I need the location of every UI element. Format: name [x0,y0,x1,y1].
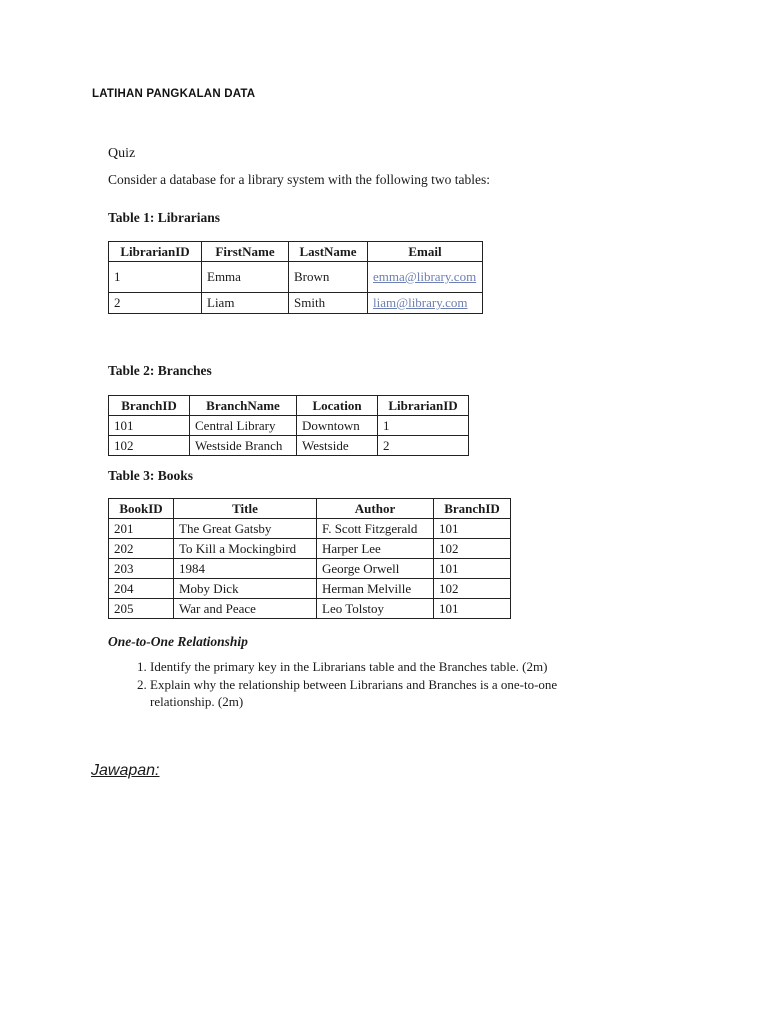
table-header-row [109,396,469,416]
table-row [109,539,511,559]
table-header-cell: LastName [289,242,368,262]
table-header-cell: BookID [109,499,174,519]
table-header-cell: BranchID [434,499,511,519]
table-row [109,436,469,456]
table-cell: 2 [109,293,202,314]
table-cell: Herman Melville [317,579,434,599]
table-header-cell: BranchName [190,396,297,416]
branches-table [108,395,469,456]
table-cell: Smith [289,293,368,314]
relationship-title: One-to-One Relationship [108,634,248,649]
table-row [109,416,469,436]
answer-label: Jawapan: [91,762,160,779]
table-row [109,293,483,314]
quiz-title: Quiz [108,146,136,161]
table-row [109,519,511,539]
question-item: 2. Explain why the relationship between Librarians and Branches is a one-to-one relationship. (2m) [150,676,620,710]
table-cell: 102 [434,539,511,559]
email-link-text[interactable]: emma@library.com [373,269,477,284]
table-cell: 204 [109,579,174,599]
table-header-cell: Author [317,499,434,519]
table-cell: Brown [289,262,368,293]
table-cell: Liam [202,293,289,314]
table1-caption: Table 1: Librarians [108,210,221,225]
quiz-intro: Consider a database for a library system with the following two tables: [108,172,491,187]
table-cell: Harper Lee [317,539,434,559]
table-cell: Emma [202,262,289,293]
table-cell: Central Library [190,416,297,436]
table-cell: The Great Gatsby [174,519,317,539]
table-cell: 102 [434,579,511,599]
table-row [109,262,483,293]
table-header-cell: Title [174,499,317,519]
quiz-block [108,146,668,199]
table3-caption: Table 3: Books [108,468,194,483]
table-header-cell: LibrarianID [378,396,469,416]
table-cell: 101 [434,559,511,579]
table-cell: Westside [297,436,378,456]
librarians-table [108,241,483,314]
table-header-cell: Email [368,242,483,262]
books-table [108,498,511,619]
table-cell: 203 [109,559,174,579]
table-cell: 102 [109,436,190,456]
table-header-cell: Location [297,396,378,416]
table-cell: George Orwell [317,559,434,579]
table-cell: 101 [434,519,511,539]
table-cell: 1 [378,416,469,436]
table-cell: War and Peace [174,599,317,619]
table-cell: To Kill a Mockingbird [174,539,317,559]
table-cell: 205 [109,599,174,619]
table-cell: Moby Dick [174,579,317,599]
table-header-row [109,499,511,519]
table-cell: 201 [109,519,174,539]
table-header-cell: BranchID [109,396,190,416]
document-header: LATIHAN PANGKALAN DATA [92,88,256,100]
table-header-cell: LibrarianID [109,242,202,262]
table-cell: 1 [109,262,202,293]
table-row [109,559,511,579]
table-row [109,579,511,599]
table2-caption: Table 2: Branches [108,363,212,378]
email-link[interactable] [368,262,483,293]
table-cell: 202 [109,539,174,559]
table-header-row [109,242,483,262]
email-link-text[interactable]: liam@library.com [373,295,468,310]
table-cell: Westside Branch [190,436,297,456]
table-cell: 101 [109,416,190,436]
table-cell: Leo Tolstoy [317,599,434,619]
table-cell: Downtown [297,416,378,436]
table-cell: 1984 [174,559,317,579]
table-cell: 2 [378,436,469,456]
question-list [132,658,620,711]
email-link[interactable] [368,293,483,314]
table-row [109,599,511,619]
question-item: 1. Identify the primary key in the Librarians table and the Branches table. (2m) [150,658,620,675]
table-header-cell: FirstName [202,242,289,262]
table-cell: 101 [434,599,511,619]
table-cell: F. Scott Fitzgerald [317,519,434,539]
